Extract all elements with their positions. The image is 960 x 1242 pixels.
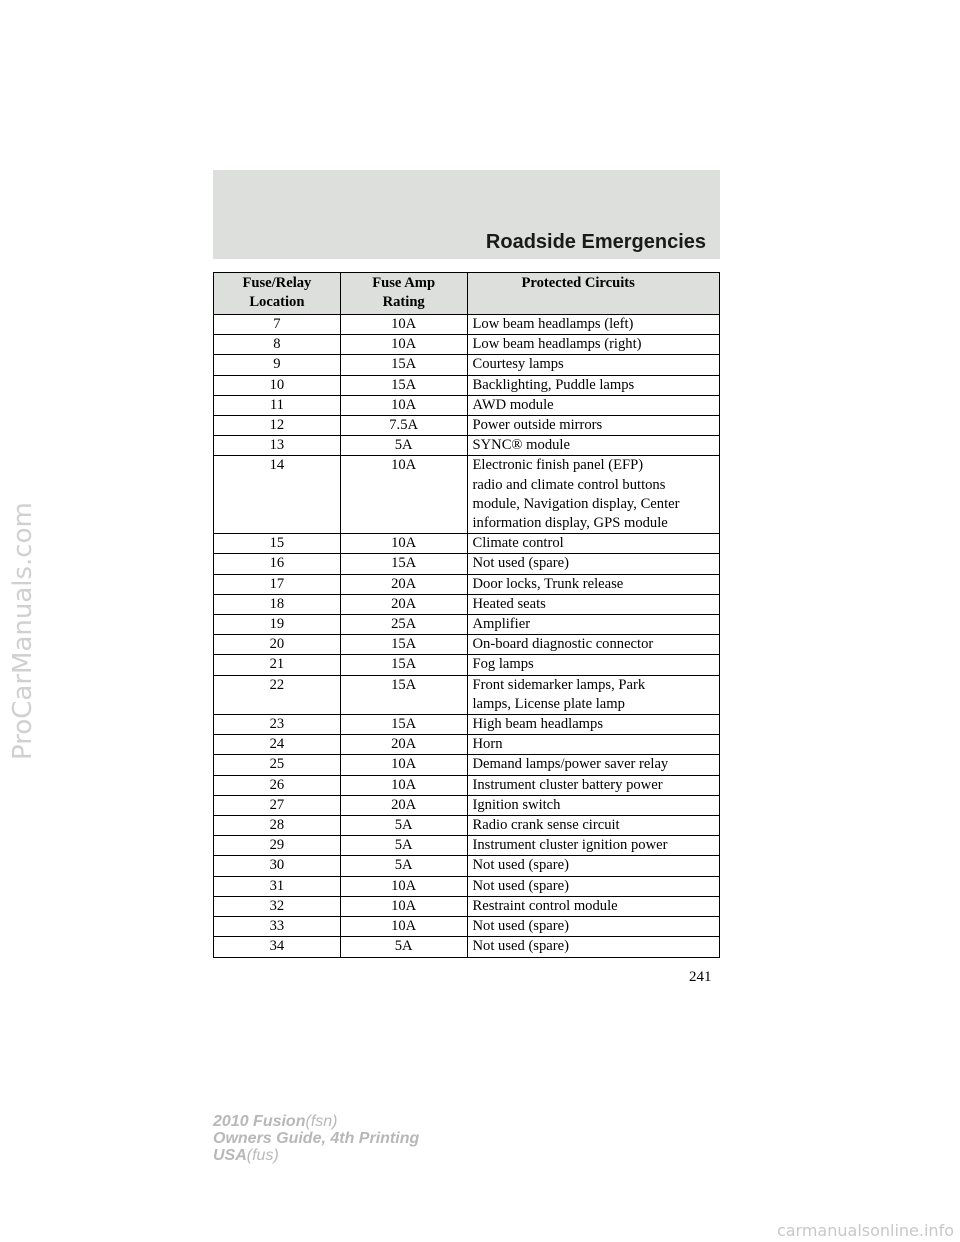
protected-circuits: SYNC® module <box>467 436 720 456</box>
fuse-location: 22 <box>214 675 341 714</box>
fuse-location: 9 <box>214 355 341 375</box>
fuse-location: 20 <box>214 635 341 655</box>
fuse-amp-rating: 10A <box>340 896 467 916</box>
fuse-amp-rating: 10A <box>340 456 467 534</box>
fuse-amp-rating: 5A <box>340 937 467 957</box>
fuse-location: 27 <box>214 795 341 815</box>
fuse-location: 10 <box>214 375 341 395</box>
footer-guide: Owners Guide, 4th Printing <box>213 1130 420 1147</box>
table-row <box>214 315 720 335</box>
table-header-row <box>214 273 720 315</box>
fuse-amp-rating: 25A <box>340 615 467 635</box>
table-row <box>214 896 720 916</box>
fuse-location: 31 <box>214 876 341 896</box>
fuse-location: 25 <box>214 755 341 775</box>
protected-circuits: Not used (spare) <box>467 876 720 896</box>
table-row <box>214 755 720 775</box>
fuse-amp-rating: 20A <box>340 795 467 815</box>
table-row <box>214 574 720 594</box>
protected-circuits: Electronic finish panel (EFP) radio and climate control buttons module, Navigation display, Center information display, GPS module <box>467 456 720 534</box>
table-row <box>214 917 720 937</box>
section-header <box>213 170 720 259</box>
fuse-amp-rating: 10A <box>340 917 467 937</box>
fuse-amp-rating: 15A <box>340 554 467 574</box>
protected-circuits: Restraint control module <box>467 896 720 916</box>
table-row <box>214 715 720 735</box>
protected-circuits: Not used (spare) <box>467 554 720 574</box>
fuse-location: 33 <box>214 917 341 937</box>
section-title: Roadside Emergencies <box>485 231 706 253</box>
fuse-amp-rating: 5A <box>340 816 467 836</box>
fuse-amp-rating: 5A <box>340 836 467 856</box>
fuse-amp-rating: 10A <box>340 335 467 355</box>
protected-circuits: Backlighting, Puddle lamps <box>467 375 720 395</box>
table-row <box>214 675 720 714</box>
protected-circuits: Climate control <box>467 534 720 554</box>
table-row <box>214 416 720 436</box>
table-row <box>214 375 720 395</box>
table-row <box>214 735 720 755</box>
fuse-location: 14 <box>214 456 341 534</box>
fuse-location: 15 <box>214 534 341 554</box>
fuse-location: 8 <box>214 335 341 355</box>
protected-circuits: Not used (spare) <box>467 917 720 937</box>
protected-circuits: Not used (spare) <box>467 856 720 876</box>
table-body <box>214 315 720 958</box>
protected-circuits: High beam headlamps <box>467 715 720 735</box>
fuse-amp-rating: 5A <box>340 856 467 876</box>
fuse-location: 12 <box>214 416 341 436</box>
table-row <box>214 395 720 415</box>
footer-model-code: (fsn) <box>305 1113 338 1130</box>
footer-model: 2010 Fusion <box>213 1113 306 1130</box>
fuse-amp-rating: 15A <box>340 355 467 375</box>
fuse-location: 11 <box>214 395 341 415</box>
table-row <box>214 795 720 815</box>
protected-circuits: Low beam headlamps (left) <box>467 315 720 335</box>
protected-circuits: Door locks, Trunk release <box>467 574 720 594</box>
fuse-location: 29 <box>214 836 341 856</box>
footer-market: USA <box>213 1147 247 1164</box>
table-row <box>214 534 720 554</box>
footer-line-1 <box>213 1113 419 1130</box>
protected-circuits: Not used (spare) <box>467 937 720 957</box>
table-row <box>214 554 720 574</box>
protected-circuits: Courtesy lamps <box>467 355 720 375</box>
fuse-location: 7 <box>214 315 341 335</box>
header-location: Fuse/Relay Location <box>214 273 341 315</box>
table-row <box>214 876 720 896</box>
page-number: 241 <box>689 969 712 985</box>
table-row <box>214 436 720 456</box>
fuse-location: 17 <box>214 574 341 594</box>
table-row <box>214 615 720 635</box>
fuse-location: 30 <box>214 856 341 876</box>
fuse-location: 24 <box>214 735 341 755</box>
fuse-amp-rating: 15A <box>340 635 467 655</box>
fuse-amp-rating: 10A <box>340 876 467 896</box>
footer <box>213 1113 419 1164</box>
fuse-amp-rating: 20A <box>340 735 467 755</box>
fuse-amp-rating: 15A <box>340 655 467 675</box>
table-row <box>214 836 720 856</box>
table-row <box>214 816 720 836</box>
fuse-location: 13 <box>214 436 341 456</box>
protected-circuits: Amplifier <box>467 615 720 635</box>
fuse-location: 34 <box>214 937 341 957</box>
table-row <box>214 937 720 957</box>
protected-circuits: On-board diagnostic connector <box>467 635 720 655</box>
protected-circuits: Horn <box>467 735 720 755</box>
fuse-amp-rating: 15A <box>340 375 467 395</box>
table-row <box>214 856 720 876</box>
fuse-location: 16 <box>214 554 341 574</box>
protected-circuits: Power outside mirrors <box>467 416 720 436</box>
fuse-amp-rating: 7.5A <box>340 416 467 436</box>
fuse-amp-rating: 10A <box>340 315 467 335</box>
fuse-location: 28 <box>214 816 341 836</box>
protected-circuits: Instrument cluster battery power <box>467 775 720 795</box>
protected-circuits: Heated seats <box>467 594 720 614</box>
fuse-amp-rating: 15A <box>340 675 467 714</box>
protected-circuits: Front sidemarker lamps, Park lamps, License plate lamp <box>467 675 720 714</box>
fuse-location: 32 <box>214 896 341 916</box>
fuse-location: 23 <box>214 715 341 735</box>
protected-circuits: Fog lamps <box>467 655 720 675</box>
table-row <box>214 635 720 655</box>
table-row <box>214 594 720 614</box>
protected-circuits: Demand lamps/power saver relay <box>467 755 720 775</box>
fuse-amp-rating: 10A <box>340 395 467 415</box>
fuse-amp-rating: 5A <box>340 436 467 456</box>
fuse-location: 19 <box>214 615 341 635</box>
fuse-amp-rating: 15A <box>340 715 467 735</box>
bottom-watermark: carmanualsonline.info <box>776 1221 954 1240</box>
fuse-location: 18 <box>214 594 341 614</box>
table-row <box>214 655 720 675</box>
header-protected-circuits: Protected Circuits <box>467 273 720 315</box>
fuse-amp-rating: 10A <box>340 775 467 795</box>
fuse-amp-rating: 10A <box>340 534 467 554</box>
footer-market-code: (fus) <box>246 1147 279 1164</box>
fuse-amp-rating: 20A <box>340 594 467 614</box>
protected-circuits: Low beam headlamps (right) <box>467 335 720 355</box>
side-watermark: ProCarManuals.com <box>8 502 38 760</box>
fuse-location: 21 <box>214 655 341 675</box>
footer-line-2 <box>213 1130 419 1147</box>
protected-circuits: Ignition switch <box>467 795 720 815</box>
fuse-table <box>213 272 720 958</box>
table-row <box>214 335 720 355</box>
table-row <box>214 456 720 534</box>
fuse-amp-rating: 10A <box>340 755 467 775</box>
table-row <box>214 355 720 375</box>
protected-circuits: Instrument cluster ignition power <box>467 836 720 856</box>
footer-line-3 <box>213 1147 419 1164</box>
table-row <box>214 775 720 795</box>
fuse-location: 26 <box>214 775 341 795</box>
header-amp-rating: Fuse Amp Rating <box>340 273 467 315</box>
protected-circuits: Radio crank sense circuit <box>467 816 720 836</box>
fuse-amp-rating: 20A <box>340 574 467 594</box>
protected-circuits: AWD module <box>467 395 720 415</box>
